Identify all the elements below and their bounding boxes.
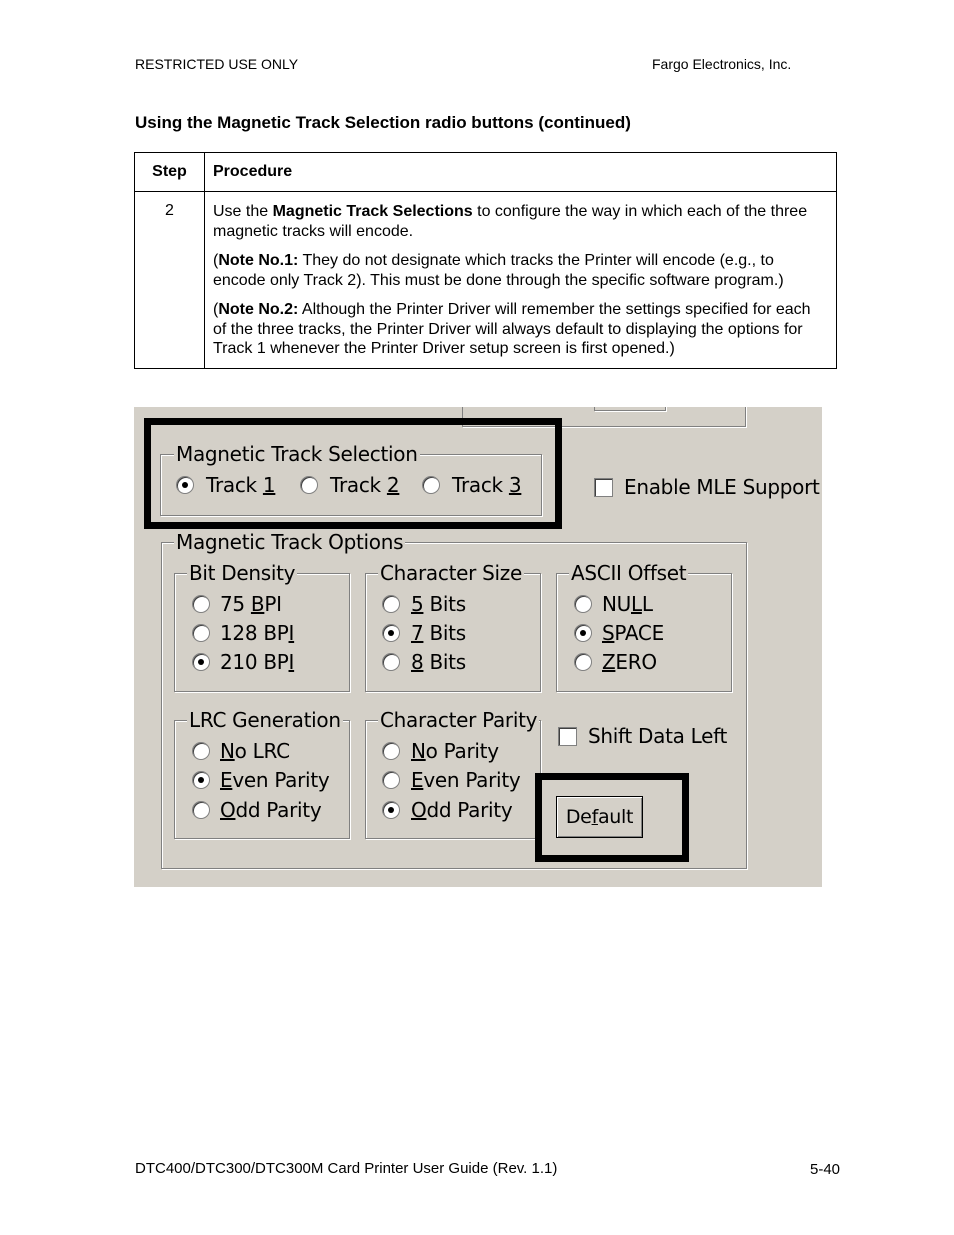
ascii-offset-title: ASCII Offset: [571, 561, 687, 585]
no-parity-label[interactable]: [411, 739, 499, 763]
text: Bits: [423, 650, 466, 674]
text: Although the Printer Driver will remember the settings specified for each of the three tracks, the Printer Driver will always default to displaying the options for Track 1 whenever the Printer Driver setup screen is first opened.): [213, 301, 811, 357]
text: (: [213, 301, 219, 318]
lrc-odd-parity-radio[interactable]: [192, 801, 210, 819]
accel-key: S: [602, 621, 615, 645]
table-row: [135, 192, 837, 369]
bits-7-radio[interactable]: [382, 624, 400, 642]
note-label: Note No.1:: [218, 252, 299, 269]
accel-key: N: [411, 739, 426, 763]
note-label: Note No.2:: [218, 301, 299, 318]
dialog-screenshot: [134, 407, 822, 887]
lrc-even-parity-radio[interactable]: [192, 771, 210, 789]
highlight-box-default: [535, 773, 689, 862]
page-number: 5-40: [810, 1161, 841, 1178]
col-header-step: Step: [135, 153, 205, 192]
character-size-title: Character Size: [380, 561, 522, 585]
procedure-cell: [205, 192, 837, 369]
lrc-odd-parity-label[interactable]: [220, 798, 321, 822]
accel-key: O: [220, 798, 236, 822]
bpi-210-radio[interactable]: [192, 653, 210, 671]
accel-key: Z: [602, 650, 616, 674]
text: ault: [597, 806, 634, 828]
space-radio[interactable]: [574, 624, 592, 642]
text: Track: [452, 473, 509, 497]
footer-guide-title: DTC400/DTC300/DTC300M Card Printer User Guide (Rev. 1.1): [135, 1160, 558, 1177]
bpi-210-label[interactable]: [220, 650, 294, 674]
bpi-75-label[interactable]: [220, 592, 282, 616]
bits-5-radio[interactable]: [382, 595, 400, 613]
text: 210 BP: [220, 650, 289, 674]
shift-data-left-checkbox[interactable]: [558, 727, 577, 746]
procedure-paragraph: [213, 202, 828, 241]
accel-key: B: [250, 592, 265, 616]
text: Use the: [213, 203, 273, 220]
text: PI: [264, 592, 282, 616]
lrc-generation-title: LRC Generation: [189, 708, 341, 732]
accel-key: N: [220, 739, 235, 763]
bold-term: Magnetic Track Selections: [272, 203, 473, 220]
character-parity-title: Character Parity: [380, 708, 538, 732]
accel-key: E: [220, 768, 233, 792]
text: They do not designate which tracks the Printer will encode (e.g., to encode only Track 2). This must be done through the specific software program.): [213, 252, 784, 289]
text: ven Parity: [423, 768, 521, 792]
bit-density-title: Bit Density: [189, 561, 296, 585]
accel-key: E: [411, 768, 424, 792]
text: o LRC: [234, 739, 290, 763]
char-odd-parity-radio[interactable]: [382, 801, 400, 819]
space-label[interactable]: [602, 621, 664, 645]
note-1: [213, 251, 828, 290]
null-label[interactable]: [602, 592, 653, 616]
text: 75: [220, 592, 251, 616]
text: dd Parity: [426, 798, 513, 822]
zero-radio[interactable]: [574, 653, 592, 671]
accel-key: I: [288, 621, 295, 645]
text: Bits: [423, 621, 466, 645]
text: NU: [602, 592, 631, 616]
text: 128 BP: [220, 621, 289, 645]
accel-key: 2: [386, 473, 400, 497]
text: dd Parity: [235, 798, 322, 822]
bits-8-label[interactable]: [411, 650, 466, 674]
bpi-128-label[interactable]: [220, 621, 294, 645]
accel-key: 5: [411, 592, 424, 616]
accel-key: 8: [411, 650, 424, 674]
highlight-box-track-selection: [144, 418, 562, 529]
text: Bits: [423, 592, 466, 616]
accel-key: f: [591, 806, 598, 828]
text: ERO: [615, 650, 657, 674]
table-header-row: [135, 153, 837, 192]
bits-5-label[interactable]: [411, 592, 466, 616]
track-options-title: Magnetic Track Options: [176, 530, 404, 554]
text: ven Parity: [232, 768, 330, 792]
text: Track: [330, 473, 387, 497]
null-radio[interactable]: [574, 595, 592, 613]
no-lrc-radio[interactable]: [192, 742, 210, 760]
bits-8-radio[interactable]: [382, 653, 400, 671]
lrc-even-parity-label[interactable]: [220, 768, 329, 792]
text: (: [213, 252, 219, 269]
accel-key: O: [411, 798, 427, 822]
enable-mle-label[interactable]: Enable MLE Support: [624, 475, 820, 499]
bits-7-label[interactable]: [411, 621, 466, 645]
no-lrc-label[interactable]: [220, 739, 290, 763]
accel-key: 7: [411, 621, 424, 645]
text: o Parity: [425, 739, 499, 763]
text: PACE: [614, 621, 664, 645]
accel-key: 3: [508, 473, 522, 497]
no-parity-radio[interactable]: [382, 742, 400, 760]
accel-key: L: [631, 592, 642, 616]
accel-key: I: [288, 650, 295, 674]
enable-mle-checkbox[interactable]: [594, 478, 613, 497]
track-selection-title: Magnetic Track Selection: [176, 442, 418, 466]
char-odd-parity-label[interactable]: [411, 798, 512, 822]
text: De: [565, 806, 592, 828]
bpi-128-radio[interactable]: [192, 624, 210, 642]
header-company: Fargo Electronics, Inc.: [652, 56, 792, 72]
text: to configure the way in which each of the three magnetic tracks will encode.: [213, 203, 808, 240]
bpi-75-radio[interactable]: [192, 595, 210, 613]
window-fragment: [594, 407, 666, 411]
col-header-procedure: Procedure: [205, 153, 837, 192]
procedure-table: [134, 152, 837, 369]
step-number: 2: [135, 192, 205, 369]
text: Track: [206, 473, 263, 497]
shift-data-left-label[interactable]: Shift Data Left: [588, 724, 728, 748]
note-2: [213, 300, 828, 359]
zero-label[interactable]: [602, 650, 657, 674]
section-title: Using the Magnetic Track Selection radio buttons (continued): [135, 113, 631, 132]
char-even-parity-radio[interactable]: [382, 771, 400, 789]
text: L: [641, 592, 653, 616]
accel-key: 1: [262, 473, 276, 497]
char-even-parity-label[interactable]: [411, 768, 520, 792]
header-restricted: RESTRICTED USE ONLY: [135, 56, 299, 72]
